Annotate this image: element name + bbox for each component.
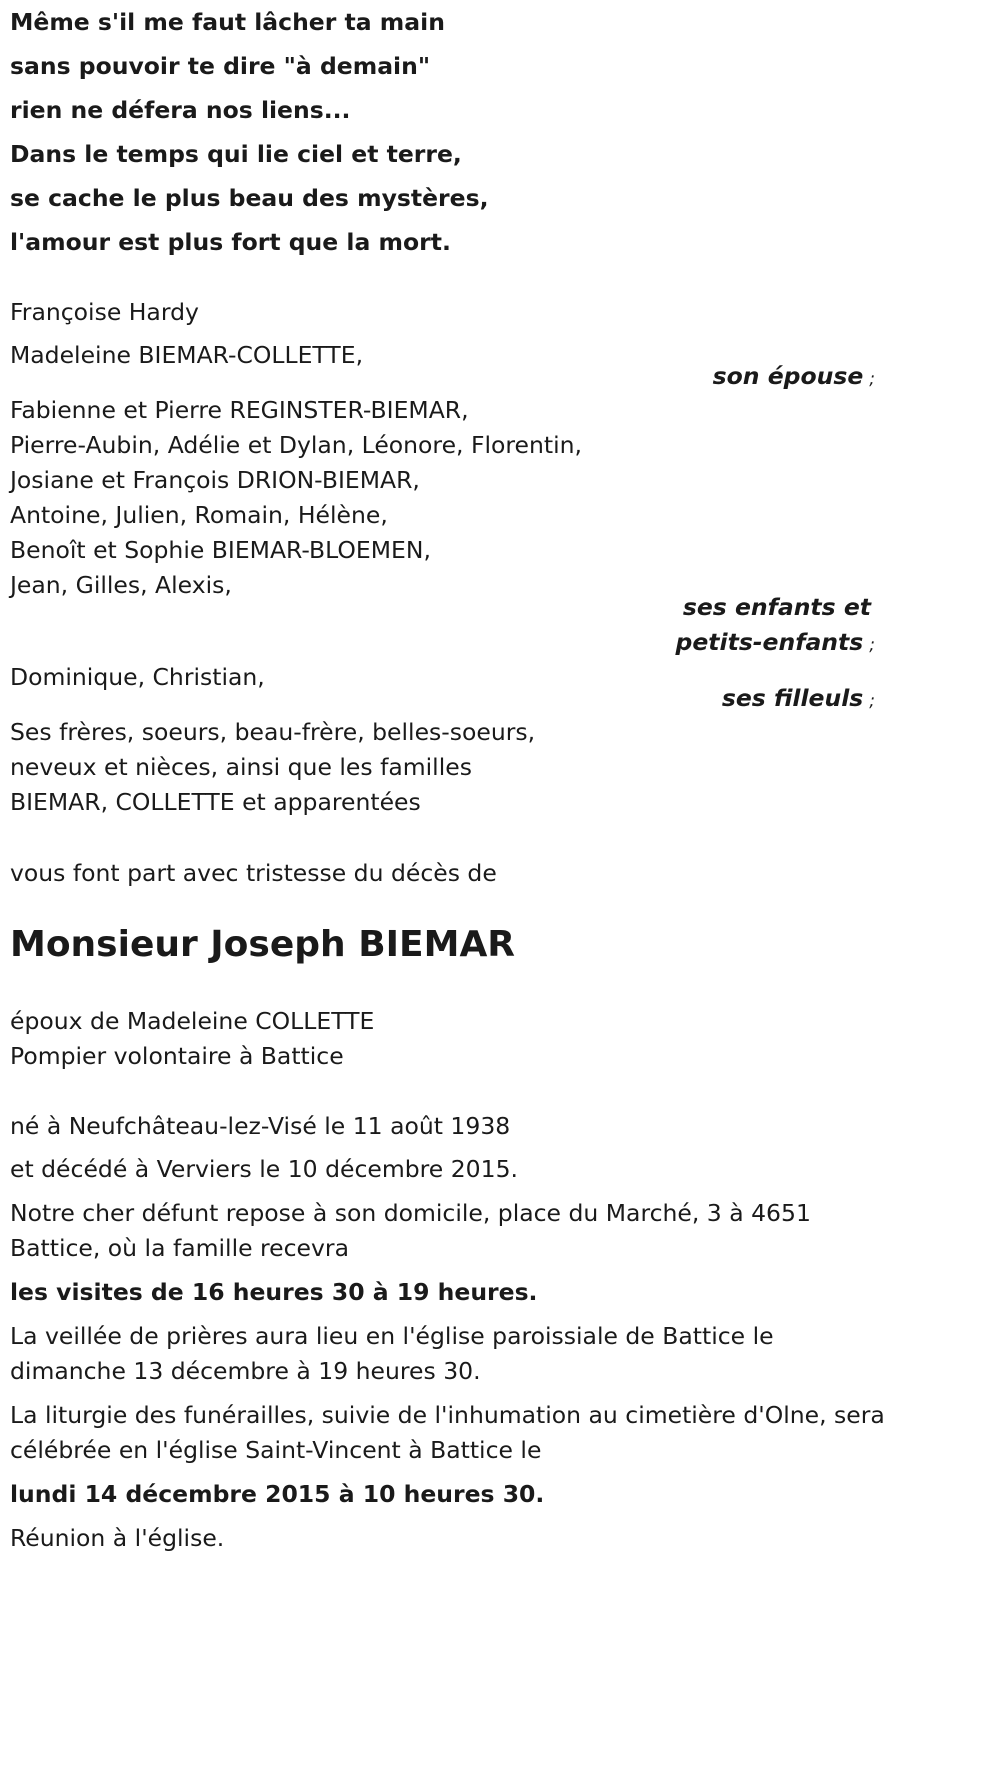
children-role-line2 bbox=[676, 627, 875, 660]
family-line: Ses frères, soeurs, beau-frère, belles-soeurs, bbox=[10, 718, 536, 746]
spouse-role-label: son épouse bbox=[712, 362, 864, 390]
children-line: Josiane et François DRION-BIEMAR, bbox=[10, 466, 420, 494]
godchildren-role-label: ses filleuls bbox=[721, 684, 864, 712]
family-line: neveux et nièces, ainsi que les familles bbox=[10, 753, 472, 781]
rest-line: Battice, où la famille recevra bbox=[10, 1234, 349, 1262]
godchildren-role bbox=[722, 683, 875, 716]
detail-line: époux de Madeleine COLLETTE bbox=[10, 1007, 375, 1035]
poem-line: sans pouvoir te dire "à demain" bbox=[10, 52, 431, 80]
separator: ; bbox=[869, 369, 875, 389]
poem-line: Même s'il me faut lâcher ta main bbox=[10, 8, 445, 36]
children-role-line1: ses enfants et bbox=[682, 593, 871, 621]
deceased-name: Monsieur Joseph BIEMAR bbox=[10, 924, 516, 965]
children-line: Jean, Gilles, Alexis, bbox=[10, 571, 232, 599]
poem-line: l'amour est plus fort que la mort. bbox=[10, 228, 451, 256]
poem-line: rien ne défera nos liens... bbox=[10, 96, 351, 124]
children-line: Pierre-Aubin, Adélie et Dylan, Léonore, Florentin, bbox=[10, 431, 582, 459]
poem-line: se cache le plus beau des mystères, bbox=[10, 184, 489, 212]
spouse-name: Madeleine BIEMAR-COLLETTE, bbox=[10, 341, 364, 369]
visits: les visites de 16 heures 30 à 19 heures. bbox=[10, 1278, 538, 1306]
death-info: et décédé à Verviers le 10 décembre 2015. bbox=[10, 1155, 518, 1183]
funeral-line: célébrée en l'église Saint-Vincent à Battice le bbox=[10, 1436, 542, 1464]
children-role-label: petits-enfants bbox=[675, 628, 864, 656]
spouse-role bbox=[713, 361, 875, 394]
birth-info: né à Neufchâteau-lez-Visé le 11 août 1938 bbox=[10, 1112, 511, 1140]
vigil-line: dimanche 13 décembre à 19 heures 30. bbox=[10, 1357, 481, 1385]
funeral-line: La liturgie des funérailles, suivie de l'inhumation au cimetière d'Olne, sera bbox=[10, 1401, 885, 1429]
separator: ; bbox=[869, 691, 875, 711]
family-line: BIEMAR, COLLETTE et apparentées bbox=[10, 788, 421, 816]
meeting-info: Réunion à l'église. bbox=[10, 1524, 225, 1552]
poem-author: Françoise Hardy bbox=[10, 298, 199, 326]
rest-line: Notre cher défunt repose à son domicile, place du Marché, 3 à 4651 bbox=[10, 1199, 811, 1227]
godchildren-names: Dominique, Christian, bbox=[10, 663, 265, 691]
announcement: vous font part avec tristesse du décès de bbox=[10, 859, 497, 887]
children-line: Benoît et Sophie BIEMAR-BLOEMEN, bbox=[10, 536, 431, 564]
children-line: Fabienne et Pierre REGINSTER-BIEMAR, bbox=[10, 396, 469, 424]
poem-line: Dans le temps qui lie ciel et terre, bbox=[10, 140, 462, 168]
children-line: Antoine, Julien, Romain, Hélène, bbox=[10, 501, 388, 529]
detail-line: Pompier volontaire à Battice bbox=[10, 1042, 344, 1070]
vigil-line: La veillée de prières aura lieu en l'église paroissiale de Battice le bbox=[10, 1322, 774, 1350]
separator: ; bbox=[869, 635, 875, 655]
funeral-date: lundi 14 décembre 2015 à 10 heures 30. bbox=[10, 1480, 545, 1508]
